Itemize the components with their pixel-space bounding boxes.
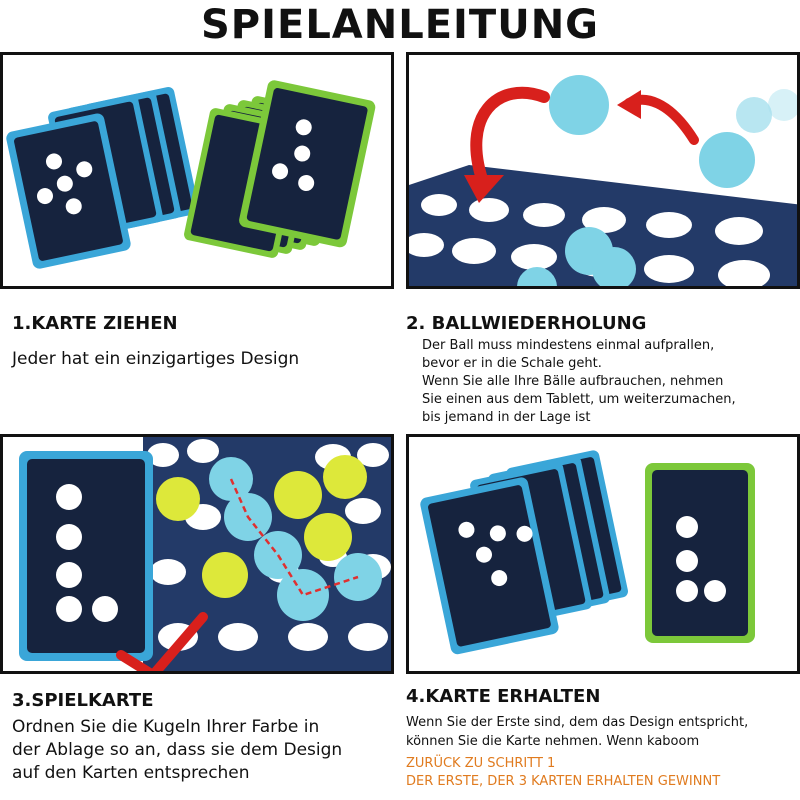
step-4-heading: 4.KARTE ERHALTEN — [406, 686, 601, 707]
ball — [274, 471, 322, 519]
ball — [592, 247, 636, 289]
ball — [549, 75, 609, 135]
game-card — [19, 451, 153, 661]
panel-game-card-illustration — [0, 434, 394, 674]
step-1-text: Jeder hat ein einzigartiges Design — [12, 349, 300, 369]
step-1-heading: 1.KARTE ZIEHEN — [12, 313, 178, 334]
step-3-text-line-3: auf den Karten entsprechen — [12, 763, 250, 783]
step-2-text-line-2: bevor er in die Schale geht. — [422, 356, 602, 371]
step-2-heading: 2. BALLWIEDERHOLUNG — [406, 313, 647, 334]
ball — [736, 97, 772, 133]
step-3-heading: 3.SPIELKARTE — [12, 690, 154, 711]
red-curved-arrow-icon — [617, 90, 641, 119]
green-card — [645, 463, 755, 643]
ball — [156, 477, 200, 521]
step-4-text-line-2: können Sie die Karte nehmen. Wenn kaboom — [406, 734, 700, 749]
blue-card-deck — [5, 86, 200, 270]
ball — [699, 132, 755, 188]
ball — [768, 89, 800, 121]
step-2-text-line-5: bis jemand in der Lage ist — [422, 410, 591, 425]
step-2-text-line-3: Wenn Sie alle Ihre Bälle aufbrauchen, nehmen — [422, 374, 724, 389]
step-4-note-1: ZURÜCK ZU SCHRITT 1 — [406, 756, 556, 771]
step-3-text-line-2: der Ablage so an, dass sie dem Design — [12, 740, 343, 760]
page-title: SPIELANLEITUNG — [200, 2, 600, 48]
blue-card-stack — [419, 449, 629, 655]
step-4-note-2: DER ERSTE, DER 3 KARTEN ERHALTEN GEWINNT — [406, 774, 721, 789]
ball — [304, 513, 352, 561]
ball — [202, 552, 248, 598]
panel-draw-card-illustration — [0, 52, 394, 289]
panel-ball-bounce-illustration — [406, 52, 800, 289]
ball — [277, 569, 329, 621]
ball — [323, 455, 367, 499]
panel-receive-card-illustration — [406, 434, 800, 674]
step-3-text-line-1: Ordnen Sie die Kugeln Ihrer Farbe in — [12, 717, 320, 737]
step-4-text-line-1: Wenn Sie der Erste sind, dem das Design entspricht, — [406, 715, 749, 730]
green-card-deck — [183, 79, 377, 259]
step-2-text-line-1: Der Ball muss mindestens einmal aufprallen, — [422, 338, 715, 353]
step-2-text-line-4: Sie einen aus dem Tablett, um weiterzumachen, — [422, 392, 736, 407]
